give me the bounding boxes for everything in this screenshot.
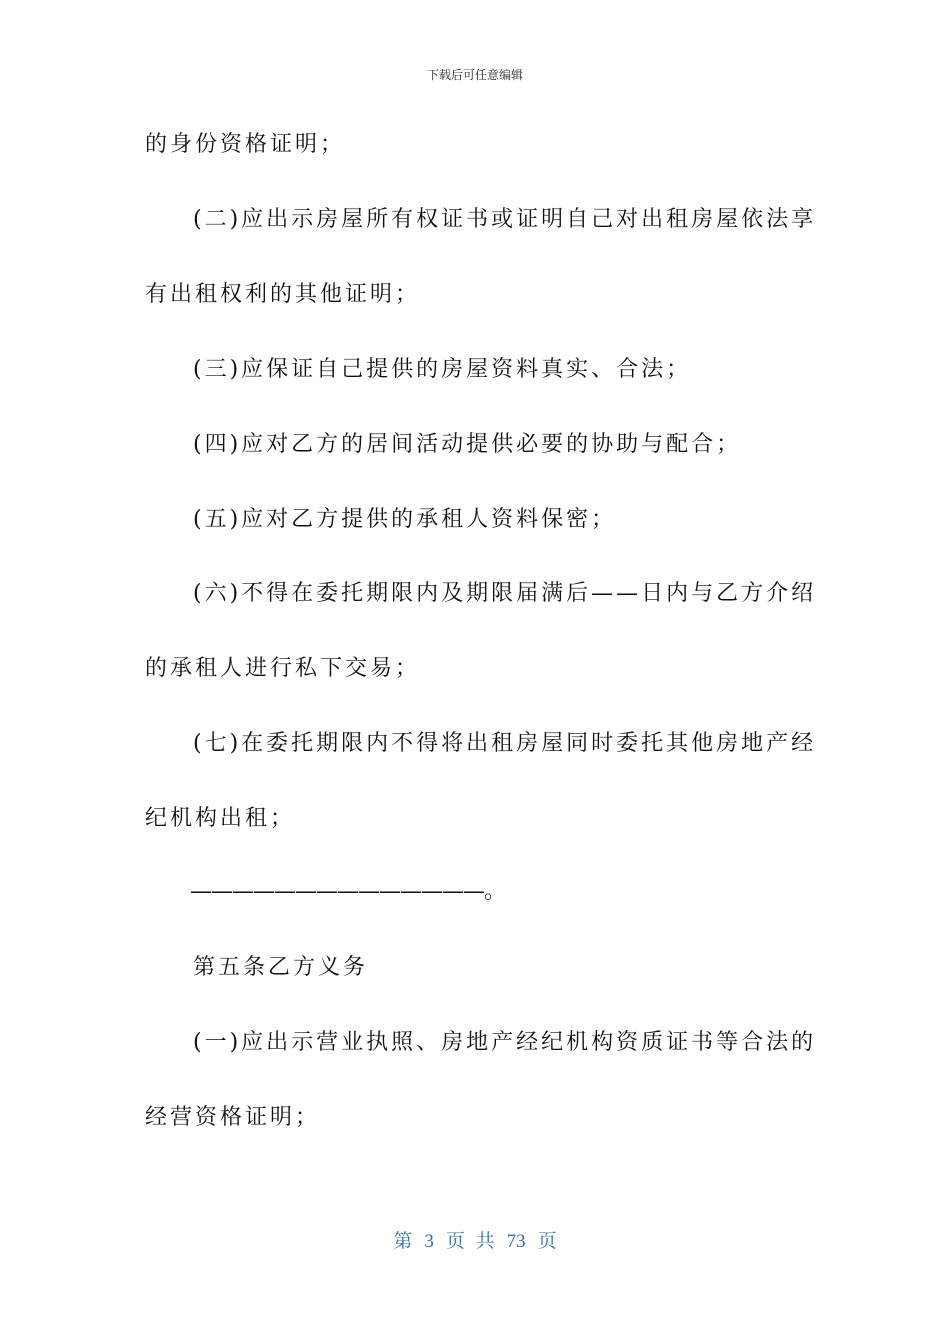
text-line: (一)应出示营业执照、房地产经纪机构资质证书等合法的: [193, 1030, 817, 1055]
text-line: (七)在委托期限内不得将出租房屋同时委托其他房地产经: [193, 731, 817, 756]
current-page-number: 3: [424, 1231, 434, 1252]
text-line: 有出租权利的其他证明；: [145, 282, 421, 307]
text-line: 的承租人进行私下交易；: [145, 656, 421, 681]
text-line: ——————————————。: [190, 879, 506, 904]
section-heading: 第五条乙方义务: [193, 955, 369, 980]
text-line: (三)应保证自己提供的房屋资料真实、合法；: [193, 357, 692, 382]
page-footer: [0, 1226, 950, 1253]
text-line: (六)不得在委托期限内及期限届满后——日内与乙方介绍: [193, 581, 817, 606]
text-line: (四)应对乙方的居间活动提供必要的协助与配合；: [193, 432, 742, 457]
footer-middle: 页 共: [445, 1231, 495, 1252]
footer-prefix: 第: [393, 1231, 413, 1252]
text-line: (二)应出示房屋所有权证书或证明自己对出租房屋依法享: [193, 207, 817, 232]
text-line: 的身份资格证明；: [145, 132, 346, 157]
header-note: 下载后可任意编辑: [426, 68, 523, 82]
text-line: 经营资格证明；: [145, 1105, 321, 1130]
footer-suffix: 页: [537, 1231, 557, 1252]
text-line: (五)应对乙方提供的承租人资料保密；: [193, 507, 617, 532]
text-line: 纪机构出租；: [145, 806, 296, 831]
total-pages-number: 73: [506, 1231, 526, 1252]
